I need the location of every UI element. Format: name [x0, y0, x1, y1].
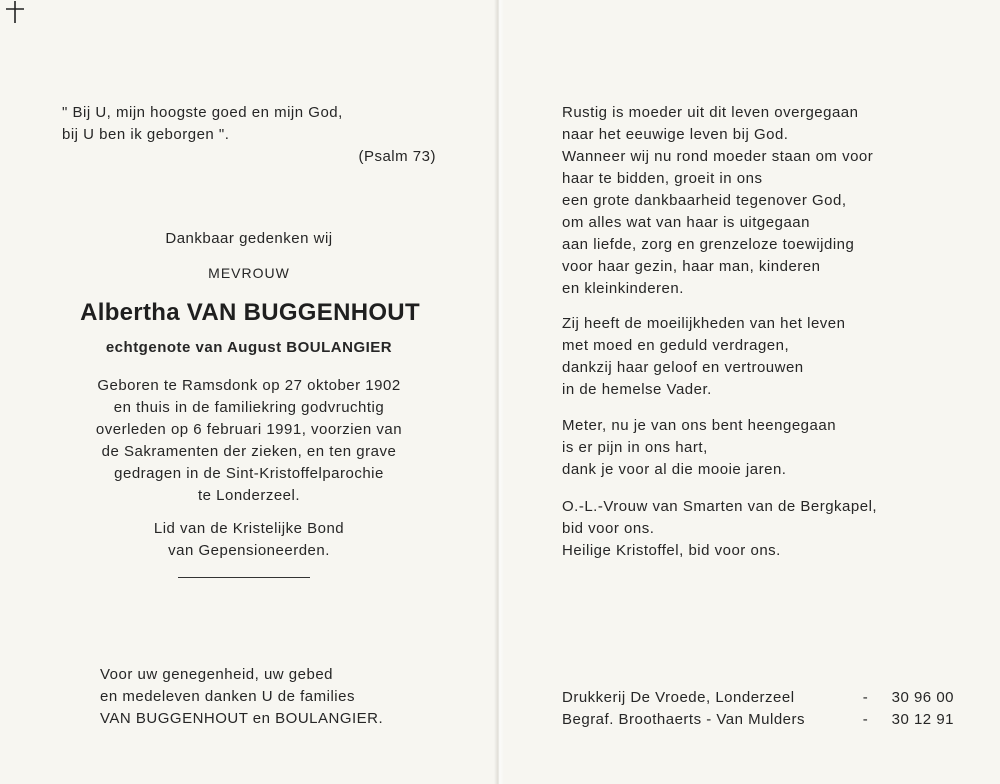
poem-line: aan liefde, zorg en grenzeloze toewijding	[562, 236, 855, 253]
credit-name: Begraf. Broothaerts - Van Mulders	[562, 711, 805, 728]
poem-line: met moed en geduld verdragen,	[562, 337, 790, 354]
bio-line: Geboren te Ramsdonk op 27 oktober 1902	[97, 377, 401, 394]
credits	[562, 687, 954, 731]
poem-line: is er pijn in ons hart,	[562, 439, 708, 456]
spouse-line: echtgenote van August BOULANGIER	[105, 339, 393, 356]
poem-line: Meter, nu je van ons bent heengegaan	[562, 417, 837, 434]
poem-line: dank je voor al die mooie jaren.	[562, 461, 787, 478]
credit-right	[863, 709, 954, 731]
poem-line: voor haar gezin, haar man, kinderen	[562, 258, 821, 275]
prayer-line: Heilige Kristoffel, bid voor ons.	[562, 542, 781, 559]
bio-line: overleden op 6 februari 1991, voorzien van	[95, 421, 403, 438]
poem-stanza-1	[562, 102, 950, 300]
deceased-name: Albertha VAN BUGGENHOUT	[80, 299, 420, 326]
membership-line: van Gepensioneerden.	[168, 542, 330, 559]
prayer-line: O.-L.-Vrouw van Smarten van de Bergkapel,	[562, 498, 878, 515]
psalm-reference: (Psalm 73)	[358, 148, 436, 165]
poem-line: een grote dankbaarheid tegenover God,	[562, 192, 847, 209]
opening-quote	[62, 102, 436, 146]
poem-stanza-3	[562, 415, 950, 481]
divider-line	[178, 577, 310, 578]
poem-line: Rustig is moeder uit dit leven overgegaan	[562, 104, 859, 121]
bio-line: de Sakramenten der zieken, en ten grave	[101, 443, 397, 460]
bio-line: te Londerzeel.	[197, 487, 301, 504]
bio-line: en thuis in de familiekring godvruchtig	[113, 399, 385, 416]
credit-right	[863, 687, 954, 709]
intro-line: Dankbaar gedenken wij	[165, 230, 333, 247]
credit-dash: -	[862, 689, 869, 706]
membership	[62, 518, 436, 562]
prayer-line: bid voor ons.	[562, 520, 655, 537]
prayers	[562, 496, 950, 562]
poem-stanza-2	[562, 313, 950, 401]
credit-phone: 30 96 00	[891, 689, 954, 706]
poem-line: Wanneer wij nu rond moeder staan om voor	[562, 148, 874, 165]
bio-line: gedragen in de Sint-Kristoffelparochie	[114, 465, 384, 482]
thanks-line: en medeleven danken U de families	[100, 688, 355, 705]
honorific: MEVROUW	[208, 265, 290, 281]
credit-name: Drukkerij De Vroede, Londerzeel	[562, 689, 795, 706]
latin-cross-icon	[0, 0, 30, 24]
thanks-line: VAN BUGGENHOUT en BOULANGIER.	[100, 710, 384, 727]
poem-line: dankzij haar geloof en vertrouwen	[562, 359, 804, 376]
center-fold	[494, 0, 504, 784]
poem-line: Zij heeft de moeilijkheden van het leven	[562, 315, 846, 332]
membership-line: Lid van de Kristelijke Bond	[153, 520, 345, 537]
credit-row	[562, 709, 954, 731]
biography	[62, 375, 436, 507]
quote-line-1: " Bij U, mijn hoogste goed en mijn God,	[62, 104, 343, 121]
poem-line: en kleinkinderen.	[562, 280, 684, 297]
poem-line: haar te bidden, groeit in ons	[562, 170, 763, 187]
credit-row	[562, 687, 954, 709]
family-thanks	[100, 664, 436, 730]
quote-line-2: bij U ben ik geborgen ".	[62, 126, 230, 143]
poem-line: om alles wat van haar is uitgegaan	[562, 214, 810, 231]
thanks-line: Voor uw genegenheid, uw gebed	[100, 666, 334, 683]
credit-phone: 30 12 91	[891, 711, 954, 728]
credit-dash: -	[862, 711, 869, 728]
poem-line: in de hemelse Vader.	[562, 381, 712, 398]
poem-line: naar het eeuwige leven bij God.	[562, 126, 789, 143]
